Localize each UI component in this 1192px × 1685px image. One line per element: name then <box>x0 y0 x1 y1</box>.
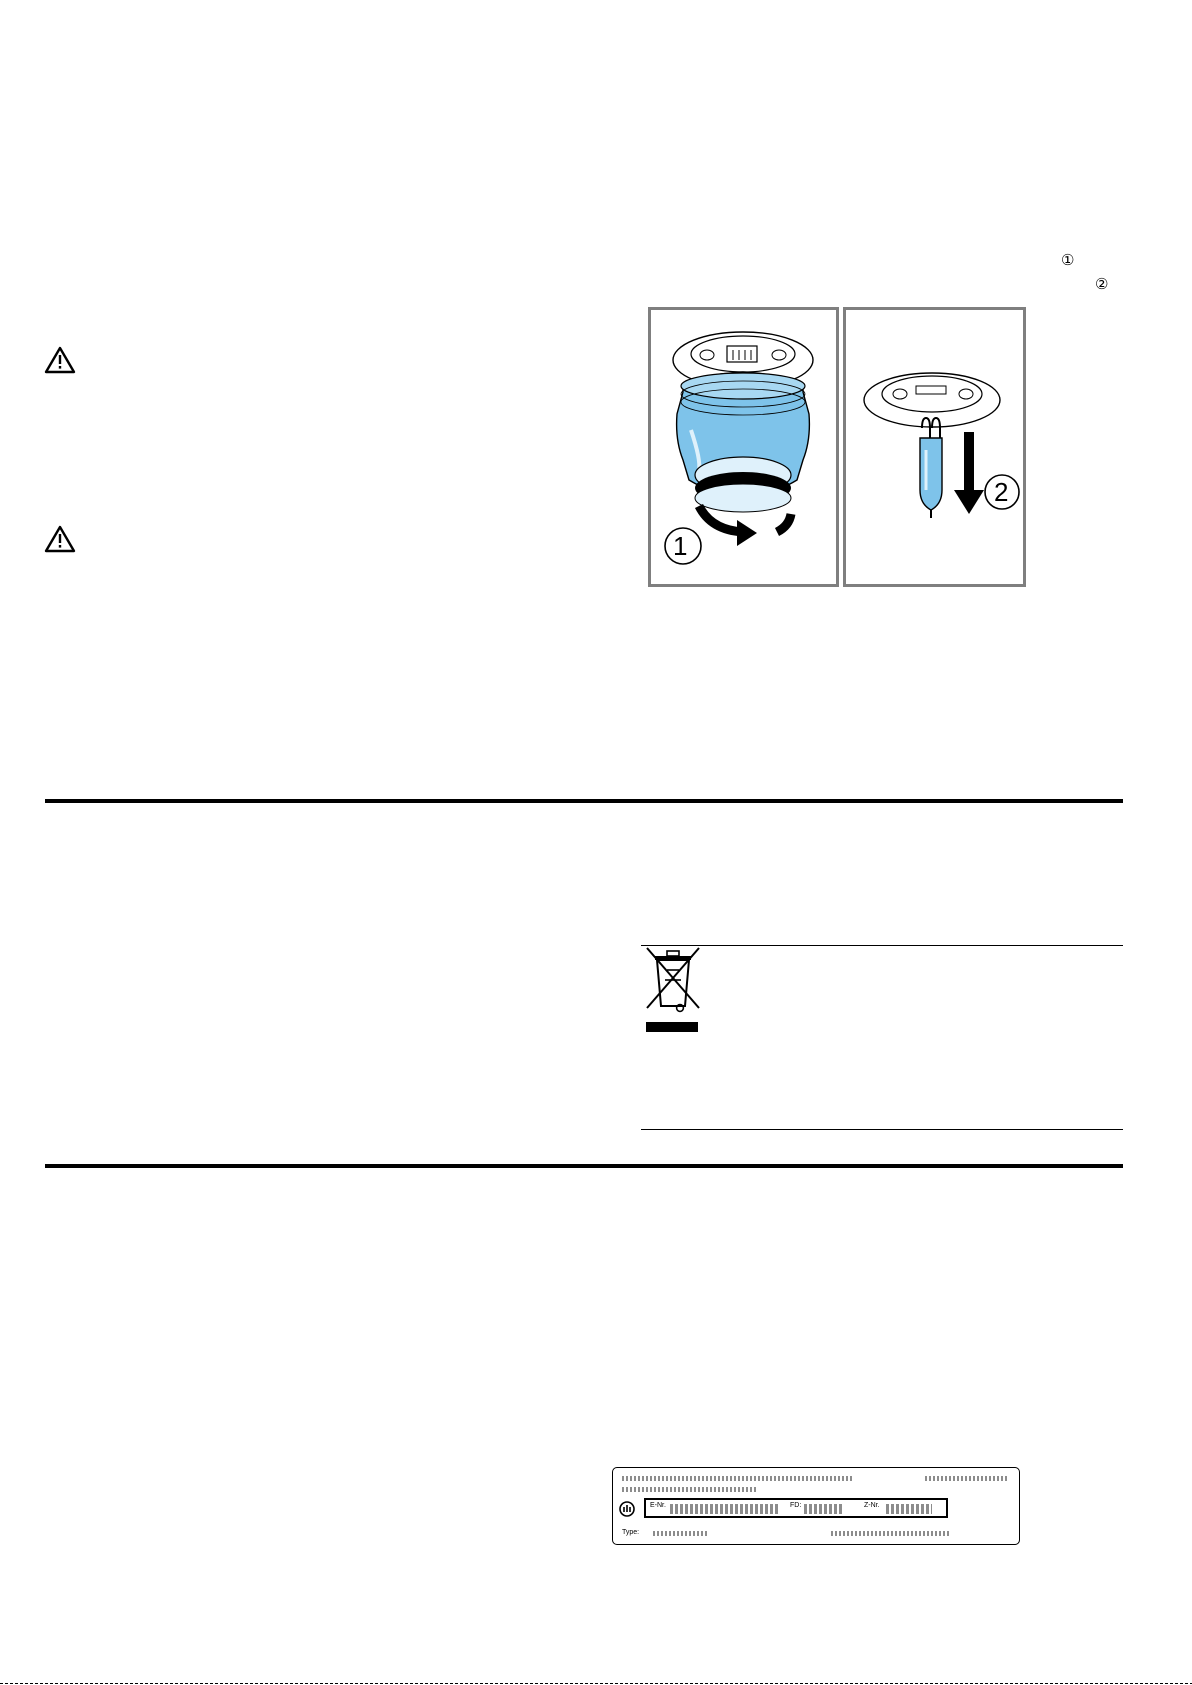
section-rule-2 <box>45 1164 1123 1168</box>
page-bottom-rule <box>0 1683 1192 1684</box>
warning-triangle-icon <box>44 346 76 374</box>
fd-placeholder <box>804 1504 844 1514</box>
step-marker-1: ① <box>1061 252 1075 269</box>
crossed-out-wheelie-bin-icon <box>643 946 703 1034</box>
step-marker-2: ② <box>1095 276 1109 293</box>
enr-placeholder <box>670 1504 778 1514</box>
panel-number-2: 2 <box>994 477 1009 507</box>
plate-placeholder-text <box>622 1476 854 1481</box>
disposal-box-bottom-rule <box>641 1129 1123 1130</box>
halogen-bulb-illustration <box>846 310 1023 584</box>
znr-placeholder <box>886 1504 932 1514</box>
figure-panel-remove-bulb <box>843 307 1026 587</box>
plate-placeholder-text <box>925 1476 1009 1481</box>
disposal-box-top-rule <box>641 945 1123 946</box>
rating-plate <box>612 1467 1020 1545</box>
enr-label: E-Nr. <box>650 1502 666 1509</box>
type-label: Type: <box>622 1529 640 1536</box>
section-rule-1 <box>45 799 1123 803</box>
panel-number-1: 1 <box>673 531 688 561</box>
figure-panel-unscrew-cover <box>648 307 839 587</box>
plate-number-box <box>644 1498 948 1518</box>
manufacturer-logo-icon <box>619 1501 635 1517</box>
type-placeholder <box>653 1531 707 1536</box>
fd-label: FD: <box>790 1502 802 1509</box>
plate-placeholder-text <box>831 1531 949 1536</box>
znr-label: Z-Nr. <box>864 1502 880 1509</box>
warning-triangle-icon <box>44 525 76 553</box>
plate-placeholder-text <box>622 1487 756 1492</box>
